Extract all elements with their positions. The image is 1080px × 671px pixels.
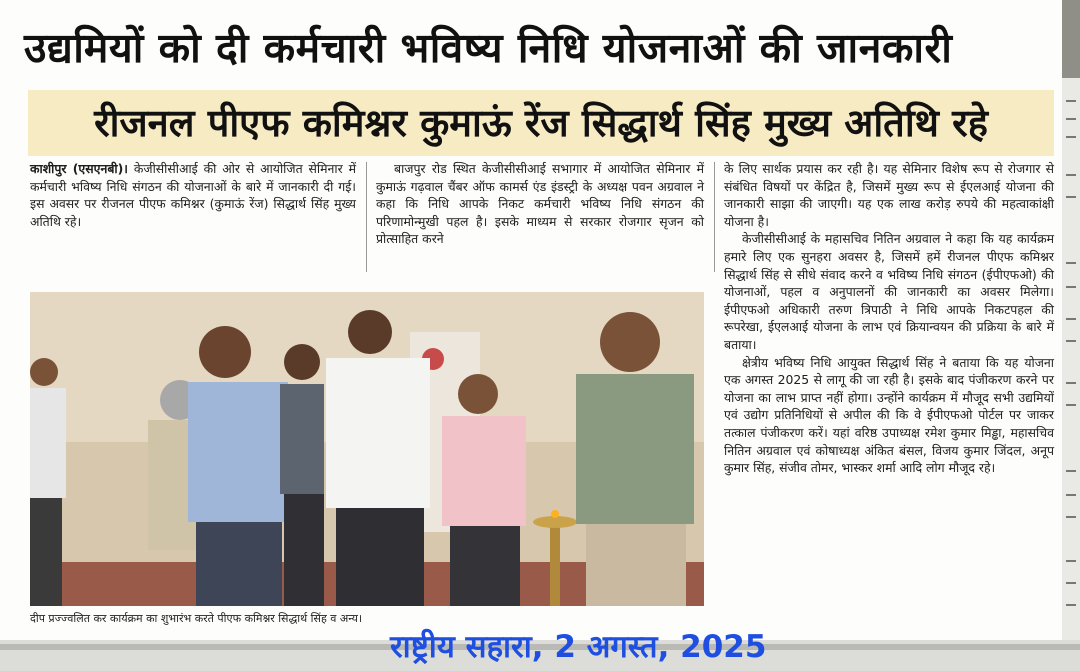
subheadline-band: रीजनल पीएफ कमिश्नर कुमाऊं रेंज सिद्धार्थ सिंह मुख्य अतिथि रहे [28, 90, 1054, 156]
column-divider [366, 162, 367, 272]
adjacent-photo [1062, 0, 1080, 78]
column-divider [714, 162, 715, 272]
article-text-col1: केजीसीसीआई की ओर से आयोजित सेमिनार में कर्मचारी भविष्य निधि संगठन की योजनाओं के बारे में जानकारी दी गई। इस अवसर पर रीजनल पीएफ कमिश्नर (कुमाऊं रेंज) सिद्धार्थ सिंह मुख्य अतिथि रहे। [30, 161, 356, 229]
headline: उद्यमियों को दी कर्मचारी भविष्य निधि योजनाओं की जानकारी [24, 24, 953, 72]
article-text-col2: बाजपुर रोड स्थित केजीसीसीआई सभागार में आयोजित सेमिनार में कुमाऊं गढ़वाल चैंबर ऑफ कामर्स एंड इंडस्ट्री के अध्यक्ष पवन अग्रवाल ने कहा कि निधि आपके निकट कर्मचारी भविष्य निधि संगठन की परिणामोन्मुखी पहल है। इसके माध्यम से सरकार रोजगार सृजन को प्रोत्साहित करने [376, 161, 704, 247]
article-column-1 [30, 160, 356, 278]
article-column-2 [376, 160, 704, 278]
news-photo-illustration [30, 292, 704, 606]
article-paragraph: केजीसीसीआई के महासचिव नितिन अग्रवाल ने कहा कि यह कार्यक्रम हमारे लिए एक सुनहरा अवसर है, जिसमें हमें रीजनल पीएफ कमिश्नर सिद्धार्थ सिंह से सीधे संवाद करने व भविष्य निधि संगठन (ईपीएफओ) की योजनाओं, पहल व अनुपालनों की जानकारी का अवसर मिलेगा। ईपीएफओ अधिकारी तरुण त्रिपाठी ने निधि आपके निकटपहल की रूपरेखा, ईएलआई योजना के लाभ एवं क्रियान्वयन की प्रक्रिया के बारे में बताया। [724, 231, 1054, 352]
news-photo [30, 292, 704, 606]
adjacent-page-edge [1062, 0, 1080, 671]
article-paragraph: के लिए सार्थक प्रयास कर रही है। यह सेमिनार विशेष रूप से रोजगार से संबंधित विषयों पर केंद्रित है, जिसमें मुख्य रूप से ईएलआई योजना की जानकारी साझा की जाएगी। यह एक लाख करोड़ रुपये की महत्वाकांक्षी योजना है। [724, 161, 1054, 229]
dateline: काशीपुर (एसएनबी)। [30, 161, 128, 176]
photo-caption: दीप प्रज्ज्वलित कर कार्यक्रम का शुभारंभ करते पीएफ कमिश्नर सिद्धार्थ सिंह व अन्य। [30, 612, 363, 625]
article-column-3 [724, 160, 1054, 636]
source-date-stamp: राष्ट्रीय सहारा, 2 अगस्त, 2025 [390, 629, 767, 665]
article-paragraph: क्षेत्रीय भविष्य निधि आयुक्त सिद्धार्थ सिंह ने बताया कि यह योजना एक अगस्त 2025 से लागू की जा रही है। इसके बाद पंजीकरण करने पर योजना का लाभ प्राप्त नहीं होगा। उन्होंने कार्यक्रम में मौजूद सभी उद्यमियों एवं उद्योग प्रतिनिधियों से अपील की कि वे ईपीएफओ पोर्टल पर जाकर तत्काल पंजीकरण करें। यहां वरिष्ठ उपाध्यक्ष रमेश कुमार मिड्ढा, महासचिव नितिन अग्रवाल एवं कोषाध्यक्ष अंकित बंसल, विजय कुमार जिंदल, अनूप कुमार सिंह, संजीव तोमर, भास्कर शर्मा आदि लोग मौजूद रहे। [724, 354, 1054, 476]
